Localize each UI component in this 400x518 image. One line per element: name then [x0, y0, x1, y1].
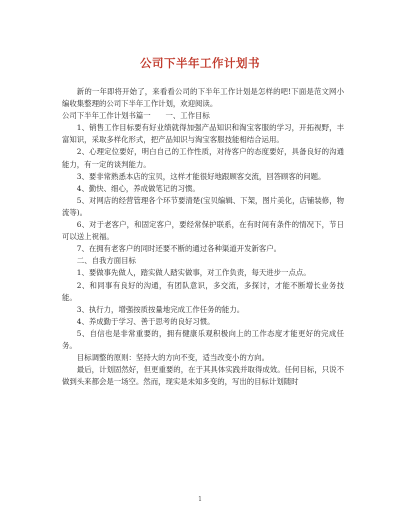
paragraph-self-5: 5、自信也是非常重要的，拥有健康乐观积极向上的工作态度才能更好的完成任务。: [62, 328, 344, 350]
paragraph-self-1: 1、要做事先做人，踏实做人踏实做事，对工作负责，每天进步一点点。: [76, 268, 311, 278]
paragraph-goal-4: 4、勤快、细心，养成做笔记的习惯。: [76, 183, 200, 193]
paragraph-section-heading: 公司下半年工作计划书篇一 一、工作目标: [62, 111, 210, 121]
paragraph-intro: 新的一年即将开始了，来看看公司的下半年工作计划是怎样的吧!下面是范文网小编收集整理的公司下半年工作计划，欢迎阅读。: [62, 87, 344, 109]
document-body: [62, 86, 344, 388]
paragraph-adjust-principle: 目标调整的原则：坚持大的方向不变，适当改变小的方向。: [76, 353, 269, 363]
paragraph-goal-2: 2、心理定位要好，明白自己的工作性质，对待客户的态度要好，具备良好的沟通能力，有一定的谈判能力。: [62, 147, 344, 169]
paragraph-goal-3: 3、要非常熟悉本店的宝贝，这样才能很好地跟顾客交流，回答顾客的问题。: [76, 171, 326, 181]
paragraph-self-2: 2、和同事有良好的沟通，有团队意识，多交流，多探讨，才能不断增长业务技能。: [62, 280, 344, 302]
paragraph-self-4: 4、养成勤于学习、善于思考的良好习惯。: [76, 316, 215, 326]
document-title: 公司下半年工作计划书: [140, 56, 260, 70]
paragraph-goal-1: 1、销售工作目标要有好业绩就得加强产品知识和淘宝客服的学习，开拓视野，丰富知识，采取多样化形式，把产品知识与淘宝客服技能相结合运用。: [62, 123, 344, 145]
paragraph-goal-7: 7、在拥有老客户的同时还要不断的通过各种渠道开发新客户。: [76, 244, 282, 254]
paragraph-self-heading: 二、自我方面目标: [76, 256, 136, 266]
page-number: 1: [198, 496, 202, 503]
paragraph-goal-5: 5、对网店的经营管理各个环节要清楚(宝贝编辑、下架，图片美化，店铺装修，物流等)。: [62, 195, 344, 217]
paragraph-goal-6: 6、对于老客户，和固定客户，要经常保护联系，在有时间有条件的情况下，节日可以送上祝福。: [62, 220, 344, 242]
paragraph-conclusion: 最后，计划固然好，但更重要的，在于其具体实践并取得成效。任何目标，只说不做到头来都会是一场空。然而，现实是未知多变的，写出的目标计划随时: [62, 365, 344, 387]
paragraph-self-3: 3、执行力，增强按质按量地完成工作任务的能力。: [76, 304, 245, 314]
